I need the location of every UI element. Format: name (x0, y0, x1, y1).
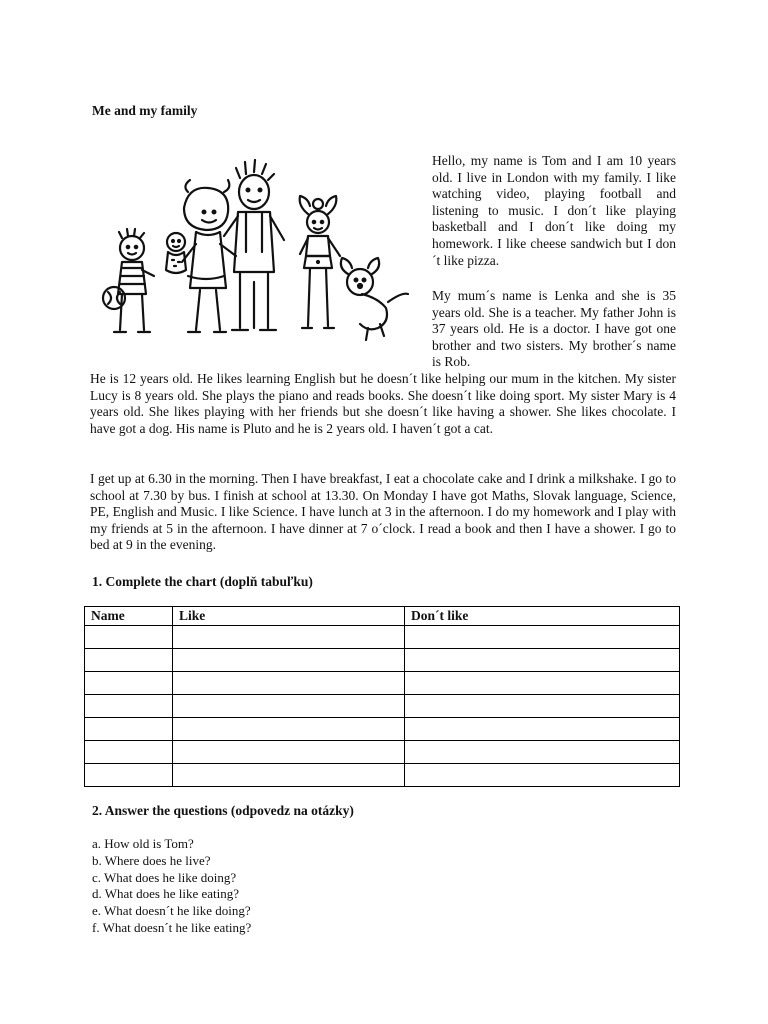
table-row (85, 695, 680, 718)
table-cell[interactable] (405, 741, 680, 764)
table-cell[interactable] (173, 672, 405, 695)
table-cell[interactable] (173, 626, 405, 649)
list-item: a. How old is Tom? (92, 836, 194, 851)
table-cell[interactable] (85, 764, 173, 787)
table-cell[interactable] (173, 741, 405, 764)
baby-figure (166, 233, 186, 273)
father-figure (224, 160, 284, 330)
table-row (85, 672, 680, 695)
table-row (85, 649, 680, 672)
table-row (85, 718, 680, 741)
list-item: d. What does he like eating? (92, 886, 240, 902)
column-header-like: Like (173, 607, 405, 626)
family-paragraph-end: He is 12 years old. He likes learning English but he doesn´t like helping our mum in the kitchen. My sister Lucy is 8 years old. She plays the piano and reads books. She doesn´t like doing sport. My sister Mary is 4 years old. She likes playing with her friends but she doesn´t like having a shower. She likes chocolate. I have got a dog. His name is Pluto and he is 2 years old. I haven´t got a cat. (90, 371, 676, 436)
table-cell[interactable] (405, 764, 680, 787)
page-title: Me and my family (92, 103, 198, 118)
daily-routine-paragraph: I get up at 6.30 in the morning. Then I have breakfast, I eat a chocolate cake and I drink a milkshake. I go to school at 7.30 by bus. I finish at school at 13.30. On Monday I have got Maths, Slovak language, Science, PE, English and Music. I like Science. I have lunch at 3 in the afternoon. I do my homework and I play with my friends at 5 in the afternoon. I have dinner at 7 o´clock. I read a book and then I have a shower. I go to bed at 9 in the evening. (90, 471, 676, 553)
table-cell[interactable] (85, 695, 173, 718)
intro-paragraph: Hello, my name is Tom and I am 10 years old. I live in London with my family. I like watching video, playing football and listening to music. I don´t like playing basketball and I don´t like doing my homework. I like cheese sandwich but I don´t like pizza. (432, 153, 676, 268)
table-row (85, 741, 680, 764)
table-cell[interactable] (85, 718, 173, 741)
list-item: e. What doesn´t he like doing? (92, 903, 251, 919)
table-cell[interactable] (85, 649, 173, 672)
family-illustration (92, 152, 422, 360)
exercise2-heading: 2. Answer the questions (odpovedz na otázky) (92, 803, 354, 818)
complete-chart-table (84, 606, 680, 787)
column-header-name: Name (85, 607, 173, 626)
table-cell[interactable] (405, 649, 680, 672)
table-cell[interactable] (173, 718, 405, 741)
list-item: c. What does he like doing? (92, 869, 237, 885)
table-cell[interactable] (405, 626, 680, 649)
table-cell[interactable] (85, 672, 173, 695)
table-cell[interactable] (405, 672, 680, 695)
list-item: b. Where does he live? (92, 852, 211, 868)
table-cell[interactable] (173, 649, 405, 672)
table-header-row (85, 607, 680, 626)
boy-figure (103, 229, 154, 332)
table-cell[interactable] (173, 764, 405, 787)
table-cell[interactable] (405, 695, 680, 718)
girl-figure (300, 196, 340, 328)
column-header-dont-like: Don´t like (405, 607, 680, 626)
table-row (85, 626, 680, 649)
mother-figure (182, 180, 236, 332)
table-cell[interactable] (405, 718, 680, 741)
list-item: f. What doesn´t he like eating? (92, 919, 252, 935)
table-cell[interactable] (173, 695, 405, 718)
table-cell[interactable] (85, 741, 173, 764)
table-cell[interactable] (85, 626, 173, 649)
family-paragraph-start: My mum´s name is Lenka and she is 35 years old. She is a teacher. My father John is 37 years old. He is a doctor. I have got one brother and two sisters. My brother´s name is Rob. (432, 288, 676, 370)
question-list (92, 836, 251, 937)
table-row (85, 764, 680, 787)
dog-figure (341, 258, 408, 340)
exercise1-heading: 1. Complete the chart (doplň tabuľku) (92, 574, 313, 589)
